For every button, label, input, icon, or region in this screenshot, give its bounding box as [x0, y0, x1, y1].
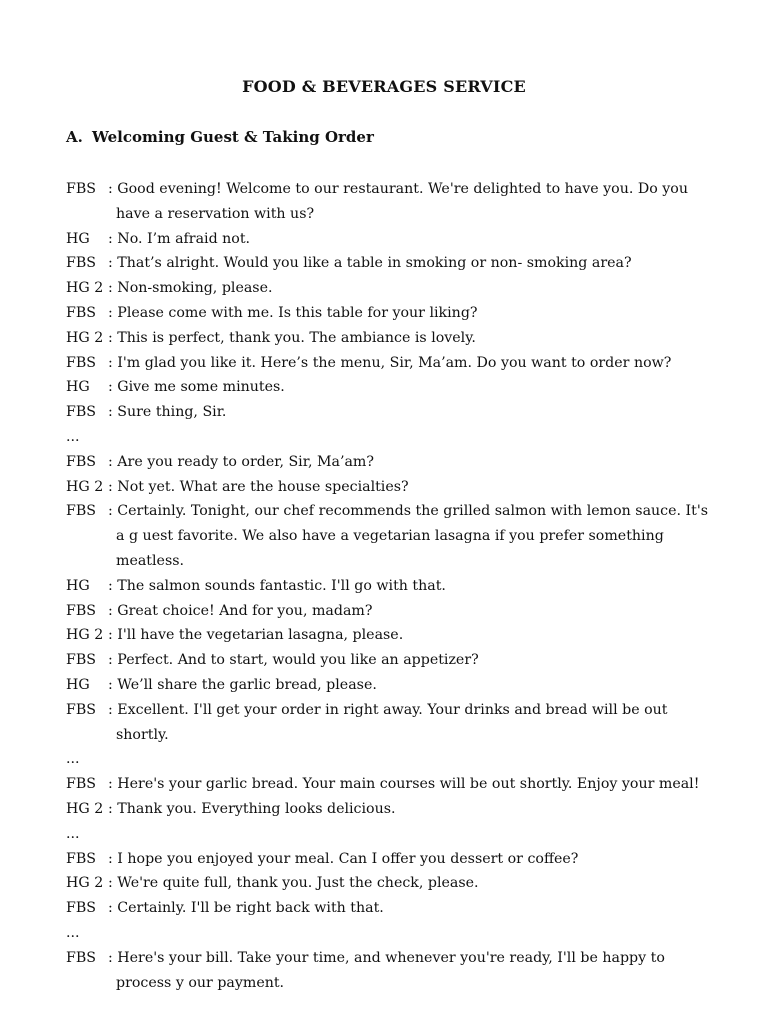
speaker-label: FBS [66, 850, 96, 867]
utterance-text: : The salmon sounds fantastic. I'll go with that. [108, 577, 446, 594]
speaker-label: FBS [66, 776, 96, 793]
speaker-label: FBS [66, 652, 96, 669]
speaker-label: FBS [66, 453, 96, 470]
speaker-label: HG 2 [66, 627, 104, 644]
utterance-text: : Here's your bill. Take your time, and whenever you're ready, I'll be happy to process y our payment. [108, 949, 665, 991]
utterance-text: : Please come with me. Is this table for your liking? [108, 304, 478, 321]
speaker-label: HG 2 [66, 329, 104, 346]
speaker-label: FBS [66, 354, 96, 371]
speaker-label: HG 2 [66, 478, 104, 495]
dialogue-line [66, 251, 716, 276]
dialogue-line [66, 896, 716, 921]
utterance-text: : No. I’m afraid not. [108, 230, 251, 247]
utterance-text: : Good evening! Welcome to our restaurant. We're delighted to have you. Do you have a reservation with us? [108, 181, 688, 222]
dialogue-line [66, 698, 716, 748]
speaker-label: FBS [66, 949, 96, 966]
utterance-text: : We’ll share the garlic bread, please. [108, 676, 377, 693]
utterance-text: : I'll have the vegetarian lasagna, please. [108, 627, 404, 644]
dialogue-line [66, 475, 716, 500]
speaker-label: HG [66, 676, 90, 693]
document-title: FOOD & BEVERAGES SERVICE [242, 77, 526, 96]
speaker-label: HG [66, 230, 90, 247]
utterance-text: : That’s alright. Would you like a table in smoking or non- smoking area? [108, 255, 632, 272]
dialogue-line [66, 301, 716, 326]
section-heading [66, 128, 374, 146]
dialogue-ellipsis: ... [66, 924, 80, 941]
dialogue-line [66, 177, 716, 227]
dialogue-list [66, 177, 716, 995]
utterance-text: : Here's your garlic bread. Your main courses will be out shortly. Enjoy your meal! [108, 776, 700, 793]
dialogue-line [66, 847, 716, 872]
dialogue-line [66, 772, 716, 797]
speaker-label: FBS [66, 900, 96, 917]
section-heading-text: Welcoming Guest & Taking Order [92, 128, 374, 146]
speaker-label: FBS [66, 304, 96, 321]
utterance-text: : I hope you enjoyed your meal. Can I offer you dessert or coffee? [108, 850, 579, 867]
dialogue-line [66, 946, 716, 996]
utterance-text: : We're quite full, thank you. Just the check, please. [108, 875, 479, 892]
utterance-text: : Thank you. Everything looks delicious. [108, 800, 396, 817]
dialogue-ellipsis: ... [66, 825, 80, 842]
dialogue-line [66, 351, 716, 376]
dialogue-line [66, 599, 716, 624]
dialogue-line [66, 797, 716, 822]
dialogue-line [66, 326, 716, 351]
dialogue-line [66, 648, 716, 673]
speaker-label: FBS [66, 404, 96, 421]
utterance-text: : Certainly. I'll be right back with that. [108, 900, 384, 917]
utterance-text: : I'm glad you like it. Here’s the menu, Sir, Ma’am. Do you want to order now? [108, 354, 672, 371]
dialogue-line [66, 400, 716, 425]
dialogue-line [66, 574, 716, 599]
dialogue-line [66, 871, 716, 896]
dialogue-line [66, 450, 716, 475]
speaker-label: FBS [66, 181, 96, 197]
section-letter: A. [66, 128, 83, 146]
dialogue-line [66, 673, 716, 698]
speaker-label: HG 2 [66, 800, 104, 817]
dialogue-line [66, 375, 716, 400]
utterance-text: : Not yet. What are the house specialties? [108, 478, 409, 495]
speaker-label: HG 2 [66, 280, 104, 297]
speaker-label: FBS [66, 503, 96, 520]
utterance-text: : Are you ready to order, Sir, Ma’am? [108, 453, 374, 470]
speaker-label: HG 2 [66, 875, 104, 892]
dialogue-line [66, 227, 716, 252]
utterance-text: : Give me some minutes. [108, 379, 285, 396]
speaker-label: HG [66, 379, 90, 396]
dialogue-line [66, 623, 716, 648]
dialogue-ellipsis: ... [66, 751, 80, 768]
utterance-text: : This is perfect, thank you. The ambiance is lovely. [108, 329, 476, 346]
utterance-text: : Great choice! And for you, madam? [108, 602, 373, 619]
speaker-label: HG [66, 577, 90, 594]
utterance-text: : Sure thing, Sir. [108, 404, 227, 421]
dialogue-line [66, 499, 716, 573]
dialogue-line [66, 276, 716, 301]
utterance-text: : Perfect. And to start, would you like an appetizer? [108, 652, 479, 669]
utterance-text: : Non-smoking, please. [108, 280, 273, 297]
speaker-label: FBS [66, 701, 96, 718]
speaker-label: FBS [66, 602, 96, 619]
utterance-text: : Certainly. Tonight, our chef recommends the grilled salmon with lemon sauce. It's a g uest favorite. We also have a vegetarian lasagna if you prefer something meatless. [108, 503, 709, 569]
dialogue-ellipsis: ... [66, 428, 80, 445]
speaker-label: FBS [66, 255, 96, 272]
utterance-text: : Excellent. I'll get your order in right away. Your drinks and bread will be out shortly. [108, 701, 668, 743]
